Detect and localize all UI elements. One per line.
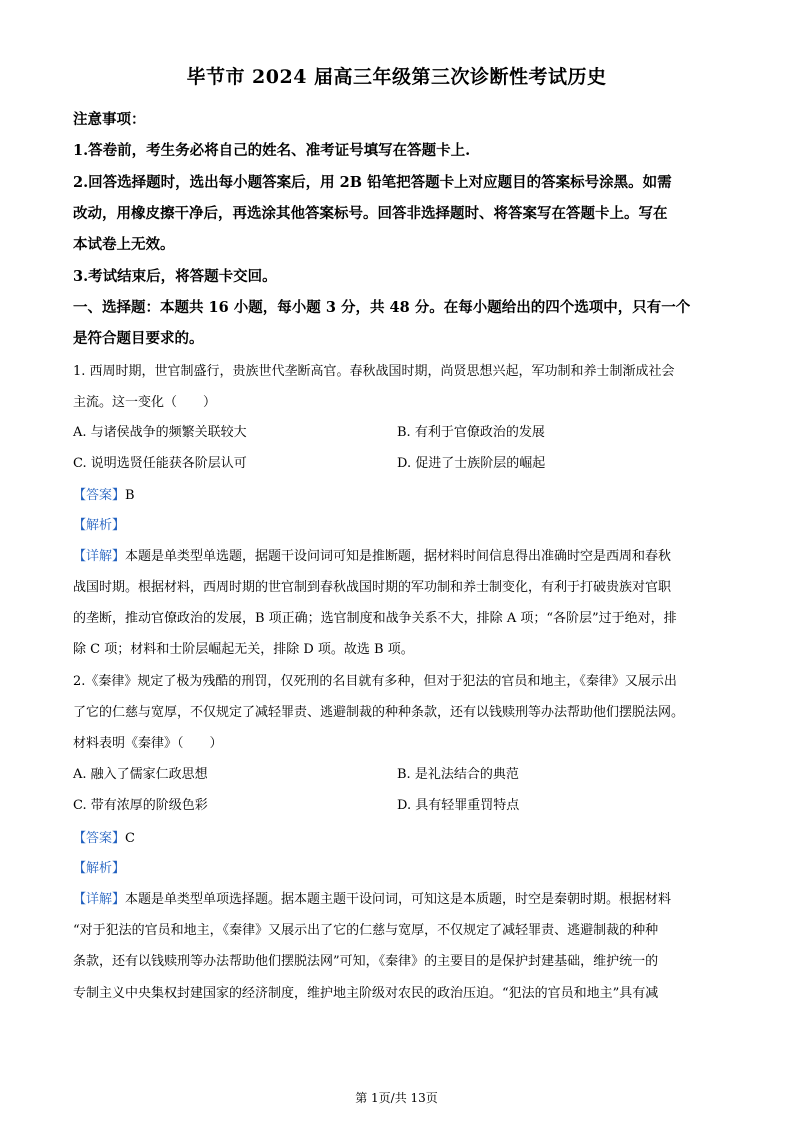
q2-stem-line-1: 2.《秦律》规定了极为残酷的刑罚，仅死刑的名目就有多种，但对于犯法的官员和地主，《秦律》又展示出 bbox=[73, 674, 677, 689]
q2-detail-tag: 【详解】 bbox=[73, 892, 126, 907]
q2-stem-line-3: 材料表明《秦律》（ ） bbox=[73, 736, 223, 751]
q2-detail-line-2: “对于犯法的官员和地主，《秦律》又展示出了它的仁慈与宽厚，不仅规定了减轻罪责、逃避制裁的种种 bbox=[73, 923, 659, 938]
q1-option-b: B. 有利于官僚政治的发展 bbox=[397, 425, 545, 440]
q2-answer-value: C bbox=[125, 831, 135, 846]
q2-detail-line-1 bbox=[73, 888, 671, 907]
q2-answer-tag: 【答案】 bbox=[73, 831, 126, 846]
q1-detail-line-1 bbox=[73, 545, 671, 564]
q1-analysis-tag: 【解析】 bbox=[73, 518, 126, 533]
notice-item-2-line-2: 改动，用橡皮擦干净后，再选涂其他答案标号。回答非选择题时、将答案写在答题卡上。写在 bbox=[73, 205, 668, 222]
q1-answer-tag: 【答案】 bbox=[73, 488, 126, 503]
notice-heading: 注意事项： bbox=[73, 111, 146, 128]
notice-item-1: 1.答卷前，考生务必将自己的姓名、准考证号填写在答题卡上. bbox=[73, 142, 471, 159]
q2-detail-text-1: 本题是单类型单项选择题。据本题主题干设问词，可知这是本质题，时空是秦朝时期。根据材料 bbox=[125, 892, 672, 907]
q1-option-a: A. 与诸侯战争的频繁关联较大 bbox=[73, 425, 247, 440]
q2-stem-line-2: 了它的仁慈与宽厚，不仅规定了减轻罪责、逃避制裁的种种条款，还有以钱赎刑等办法帮助他们摆脱法网。 bbox=[73, 705, 685, 720]
notice-item-3: 3.考试结束后，将答题卡交回。 bbox=[73, 268, 277, 285]
q2-option-d: D. 具有轻罪重罚特点 bbox=[397, 798, 520, 813]
q2-option-c: C. 带有浓厚的阶级色彩 bbox=[73, 798, 208, 813]
q1-detail-line-4: 除 C 项；材料和士阶层崛起无关，排除 D 项。故选 B 项。 bbox=[73, 642, 414, 657]
q1-option-d: D. 促进了士族阶层的崛起 bbox=[397, 456, 546, 471]
notice-item-2-line-1: 2.回答选择题时，选出每小题答案后，用 2B 铅笔把答题卡上对应题目的答案标号涂黑。如需 bbox=[73, 174, 672, 191]
q1-detail-line-2: 战国时期。根据材料，西周时期的世官制到春秋战国时期的军功制和养士制变化，有利于打破贵族对官职 bbox=[73, 580, 672, 595]
q1-stem-line-1: 1. 西周时期，世官制盛行，贵族世代垄断高官。春秋战国时期，尚贤思想兴起，军功制和养士制渐成社会 bbox=[73, 364, 675, 379]
q1-answer bbox=[73, 484, 135, 503]
q2-option-b: B. 是礼法结合的典范 bbox=[397, 767, 519, 782]
q1-answer-value: B bbox=[125, 488, 135, 503]
page-title: 毕节市 2024 届高三年级第三次诊断性考试历史 bbox=[186, 66, 607, 88]
page-footer: 第 1页/共 13页 bbox=[355, 1091, 438, 1105]
q2-option-a: A. 融入了儒家仁政思想 bbox=[73, 767, 208, 782]
q2-answer bbox=[73, 827, 135, 846]
notice-item-2-line-3: 本试卷上无效。 bbox=[73, 236, 175, 253]
section-heading-line-1: 一、选择题：本题共 16 小题，每小题 3 分，共 48 分。在每小题给出的四个选项中，只有一个 bbox=[73, 299, 691, 316]
q2-detail-line-4: 专制主义中央集权封建国家的经济制度，维护地主阶级对农民的政治压迫。“犯法的官员和地主”具有减 bbox=[73, 986, 659, 1001]
q1-detail-line-3: 的垄断，推动官僚政治的发展，B 项正确；选官制度和战争关系不大，排除 A 项；“各阶层”过于绝对，排 bbox=[73, 611, 677, 626]
q1-detail-tag: 【详解】 bbox=[73, 549, 126, 564]
q1-detail-text-1: 本题是单类型单选题，据题干设问词可知是推断题，据材料时间信息得出准确时空是西周和春秋 bbox=[125, 549, 672, 564]
q2-analysis-tag: 【解析】 bbox=[73, 861, 126, 876]
q1-option-c: C. 说明选贤任能获各阶层认可 bbox=[73, 456, 247, 471]
section-heading-line-2: 是符合题目要求的。 bbox=[73, 330, 204, 347]
q1-stem-line-2: 主流。这一变化（ ） bbox=[73, 395, 217, 410]
q2-detail-line-3: 条款，还有以钱赎刑等办法帮助他们摆脱法网”可知，《秦律》的主要目的是保护封建基础，维护统一的 bbox=[73, 954, 659, 969]
